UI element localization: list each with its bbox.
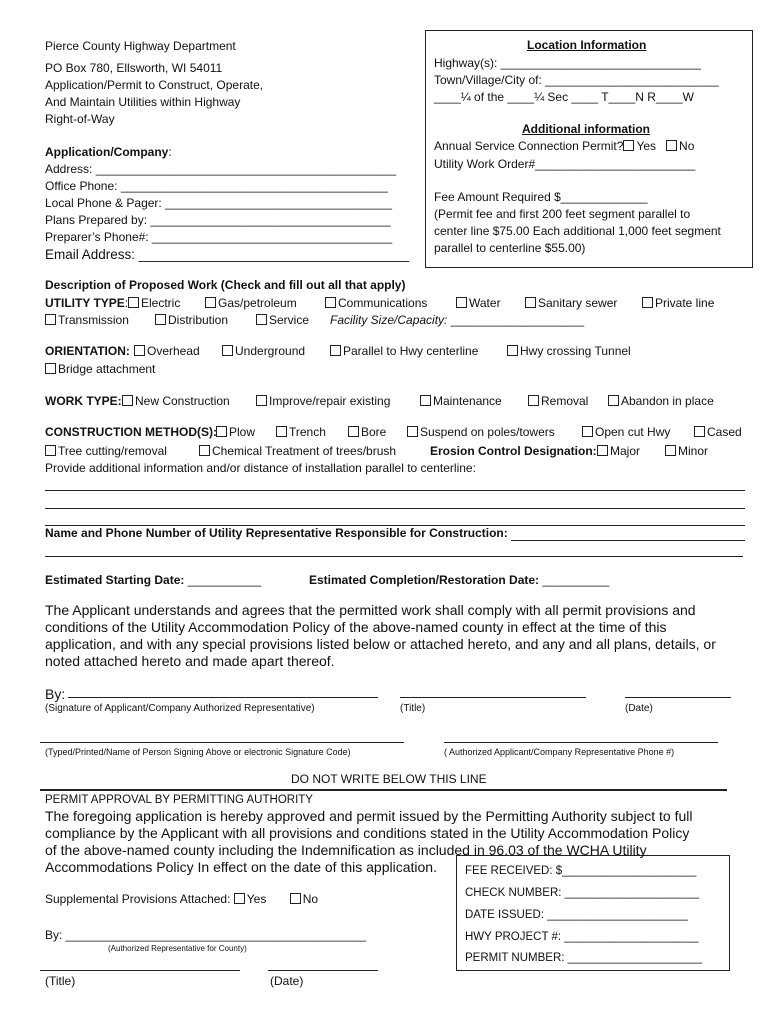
checkbox[interactable] — [134, 345, 145, 356]
method-bore-option[interactable]: Bore — [348, 424, 386, 441]
preparer-phone-field[interactable]: Preparer’s Phone#: ____________________________________ — [45, 230, 393, 244]
agreement-text-line: The Applicant understands and agrees that the permitted work shall comply with all permit provisions and — [45, 602, 696, 618]
typed-name-caption: (Typed/Printed/Name of Person Signing Above or electronic Signature Code) — [45, 747, 351, 757]
annual-service-label: Annual Service Connection Permit? — [434, 139, 624, 153]
applicant-heading: Application/Company: — [45, 145, 172, 159]
erosion-control-label: Erosion Control Designation: — [430, 444, 597, 458]
approval-text-line: compliance by the Applicant with all provisions and conditions stated in the Utility Accommodation Policy — [45, 825, 690, 841]
utility-rep-field[interactable] — [511, 540, 745, 541]
rep-phone-caption: ( Authorized Applicant/Company Representative Phone #) — [444, 747, 675, 757]
hwy-project-field[interactable]: HWY PROJECT #: _____________________ — [465, 931, 699, 943]
form-title-line: Right-of-Way — [45, 112, 115, 126]
work-maintenance-option[interactable]: Maintenance — [420, 393, 502, 410]
work-new-option[interactable]: New Construction — [122, 393, 230, 410]
town-field[interactable]: Town/Village/City of: __________________________ — [434, 73, 719, 87]
date-caption: (Date) — [625, 703, 653, 714]
orientation-label: ORIENTATION: — [45, 344, 130, 358]
utility-communications-option[interactable]: Communications — [325, 295, 427, 312]
rep-phone-line[interactable] — [444, 742, 718, 743]
checkbox[interactable] — [348, 426, 359, 437]
orientation-parallel-option[interactable]: Parallel to Hwy centerline — [330, 343, 478, 360]
completion-date-field[interactable]: Estimated Completion/Restoration Date: __________ — [309, 573, 610, 587]
approval-date-line[interactable] — [268, 970, 378, 971]
signature-caption: (Signature of Applicant/Company Authorized Representative) — [45, 703, 315, 714]
checkbox[interactable] — [128, 297, 139, 308]
permit-number-field[interactable]: PERMIT NUMBER: _____________________ — [465, 952, 702, 964]
fee-received-field[interactable]: FEE RECEIVED: $_____________________ — [465, 865, 697, 877]
county-rep-signature-field[interactable]: By: _____________________________________________ — [45, 928, 366, 942]
email-field[interactable]: Email Address: ____________________________________ — [45, 247, 410, 262]
annual-no-label: No — [679, 139, 695, 153]
local-phone-field[interactable]: Local Phone & Pager: __________________________________ — [45, 196, 392, 210]
orientation-crossing-option[interactable]: Hwy crossing Tunnel — [507, 343, 631, 360]
checkbox[interactable] — [45, 363, 56, 374]
checkbox[interactable] — [205, 297, 216, 308]
quarter-section-field[interactable]: ____¼ of the ____¼ Sec ____ T____N R____W — [434, 90, 694, 104]
fee-note-line: center line $75.00 Each additional 1,000 feet segment — [434, 224, 721, 238]
utility-gas-option[interactable]: Gas/petroleum — [205, 295, 297, 312]
checkbox[interactable] — [528, 395, 539, 406]
typed-name-line[interactable] — [40, 742, 404, 743]
fee-note-line: (Permit fee and first 200 feet segment parallel to — [434, 207, 691, 221]
utility-rep-label: Name and Phone Number of Utility Representative Responsible for Construction: — [45, 526, 508, 540]
annual-yes-checkbox[interactable] — [623, 140, 634, 151]
divider-line — [40, 789, 727, 791]
annual-service-row — [434, 138, 694, 155]
erosion-minor-option[interactable]: Minor — [665, 443, 708, 460]
checkbox[interactable] — [582, 426, 593, 437]
checkbox[interactable] — [642, 297, 653, 308]
supplemental-yes-checkbox[interactable] — [234, 893, 245, 904]
department-address: PO Box 780, Ellsworth, WI 54011 — [45, 61, 223, 75]
checkbox[interactable] — [276, 426, 287, 437]
office-phone-field[interactable]: Office Phone: ________________________________________ — [45, 179, 388, 193]
construction-method-label: CONSTRUCTION METHOD(S): — [45, 425, 217, 439]
checkbox[interactable] — [256, 314, 267, 325]
by-label: By: — [45, 686, 66, 702]
utility-transmission-option[interactable]: Transmission — [45, 312, 129, 329]
address-field[interactable]: Address: _____________________________________________ — [45, 162, 397, 176]
checkbox[interactable] — [330, 345, 341, 356]
form-title-line: And Maintain Utilities within Highway — [45, 95, 241, 109]
checkbox[interactable] — [665, 445, 676, 456]
date-line[interactable] — [625, 697, 731, 698]
method-chemical-option[interactable]: Chemical Treatment of trees/brush — [199, 443, 396, 460]
annual-no-checkbox[interactable] — [666, 140, 677, 151]
checkbox[interactable] — [45, 314, 56, 325]
checkbox[interactable] — [155, 314, 166, 325]
checkbox[interactable] — [222, 345, 233, 356]
checkbox[interactable] — [45, 445, 56, 456]
method-trench-option[interactable]: Trench — [276, 424, 326, 441]
county-rep-caption: (Authorized Representative for County) — [108, 944, 247, 953]
check-number-field[interactable]: CHECK NUMBER: _____________________ — [465, 887, 699, 899]
supplemental-no-checkbox[interactable] — [290, 893, 301, 904]
orientation-bridge-option[interactable]: Bridge attachment — [45, 361, 155, 378]
approval-text-line: The foregoing application is hereby approved and permit issued by the Permitting Authority subject to full — [45, 808, 693, 824]
fee-note-line: parallel to centerline $55.00) — [434, 241, 586, 255]
work-removal-option[interactable]: Removal — [528, 393, 588, 410]
annual-yes-label: Yes — [636, 139, 657, 153]
utility-electric-option[interactable]: Electric — [128, 295, 180, 312]
method-plow-option[interactable]: Plow — [216, 424, 255, 441]
approval-text-line: Accommodations Policy In effect on the date of this application. — [45, 859, 437, 875]
work-improve-option[interactable]: Improve/repair existing — [256, 393, 390, 410]
utility-rep-field-line2[interactable] — [45, 556, 743, 557]
title-caption: (Title) — [400, 703, 426, 714]
utility-service-option[interactable]: Service — [256, 312, 309, 329]
supplemental-no-label: No — [302, 892, 319, 906]
supplemental-label: Supplemental Provisions Attached: — [45, 892, 234, 906]
checkbox[interactable] — [507, 345, 518, 356]
agreement-text-line: application, and with any special provisions listed below or attached hereto, and any and all plans, details, or — [45, 636, 716, 652]
method-cased-option[interactable]: Cased — [694, 424, 742, 441]
utility-type-label: UTILITY TYPE: — [45, 296, 129, 310]
fee-amount-field[interactable]: Fee Amount Required $_____________ — [434, 190, 648, 204]
answer-line[interactable] — [45, 490, 745, 491]
department-name: Pierce County Highway Department — [45, 39, 236, 53]
utility-private-option[interactable]: Private line — [642, 295, 714, 312]
signature-line[interactable] — [68, 697, 378, 698]
utility-sanitary-option[interactable]: Sanitary sewer — [525, 295, 617, 312]
checkbox[interactable] — [216, 426, 227, 437]
date-issued-field[interactable]: DATE ISSUED: ______________________ — [465, 909, 688, 921]
work-abandon-option[interactable]: Abandon in place — [608, 393, 714, 410]
checkbox[interactable] — [407, 426, 418, 437]
orientation-overhead-option[interactable]: Overhead — [134, 343, 200, 360]
checkbox[interactable] — [608, 395, 619, 406]
checkbox[interactable] — [325, 297, 336, 308]
checkbox[interactable] — [525, 297, 536, 308]
start-date-field[interactable]: Estimated Starting Date: ___________ — [45, 573, 262, 587]
checkbox[interactable] — [122, 395, 133, 406]
approval-heading: PERMIT APPROVAL BY PERMITTING AUTHORITY — [45, 794, 313, 806]
agreement-text-line: conditions of the Utility Accommodation Policy of the above-named county in effect at the time of this — [45, 619, 667, 635]
checkbox[interactable] — [420, 395, 431, 406]
answer-line[interactable] — [45, 508, 745, 509]
work-type-label: WORK TYPE: — [45, 394, 122, 408]
approval-title-caption: (Title) — [45, 974, 76, 988]
supplemental-provisions-row — [45, 891, 318, 908]
additional-info-prompt: Provide additional information and/or distance of installation parallel to centerline: — [45, 461, 476, 475]
agreement-text-line: noted attached hereto and made apart thereof. — [45, 653, 335, 669]
erosion-major-option[interactable]: Major — [597, 443, 640, 460]
checkbox[interactable] — [256, 395, 267, 406]
checkbox[interactable] — [597, 445, 608, 456]
method-open-cut-option[interactable]: Open cut Hwy — [582, 424, 670, 441]
plans-prepared-field[interactable]: Plans Prepared by: ____________________________________ — [45, 213, 391, 227]
facility-size-field[interactable]: Facility Size/Capacity: ____________________ — [330, 313, 585, 327]
form-title-line: Application/Permit to Construct, Operate, — [45, 78, 264, 92]
work-description-heading: Description of Proposed Work (Check and fill out all that apply) — [45, 278, 406, 292]
supplemental-yes-label: Yes — [246, 892, 267, 906]
method-tree-option[interactable]: Tree cutting/removal — [45, 443, 167, 460]
checkbox[interactable] — [456, 297, 467, 308]
do-not-write-notice: DO NOT WRITE BELOW THIS LINE — [291, 772, 487, 786]
utility-distribution-option[interactable]: Distribution — [155, 312, 228, 329]
location-info-heading: Location Information — [527, 38, 647, 52]
additional-info-heading: Additional information — [522, 122, 650, 136]
utility-water-option[interactable]: Water — [456, 295, 501, 312]
approval-date-caption: (Date) — [270, 974, 304, 988]
highway-field[interactable]: Highway(s): ______________________________ — [434, 56, 701, 70]
title-line[interactable] — [400, 697, 586, 698]
checkbox[interactable] — [694, 426, 705, 437]
orientation-underground-option[interactable]: Underground — [222, 343, 305, 360]
utility-work-order-field[interactable]: Utility Work Order#________________________ — [434, 157, 696, 171]
checkbox[interactable] — [199, 445, 210, 456]
approval-text-line: of the above-named county including the Indemnification as included in 96.03 of the WCHA Utility — [45, 842, 647, 858]
approval-title-line[interactable] — [40, 970, 240, 971]
method-suspend-option[interactable]: Suspend on poles/towers — [407, 424, 555, 441]
